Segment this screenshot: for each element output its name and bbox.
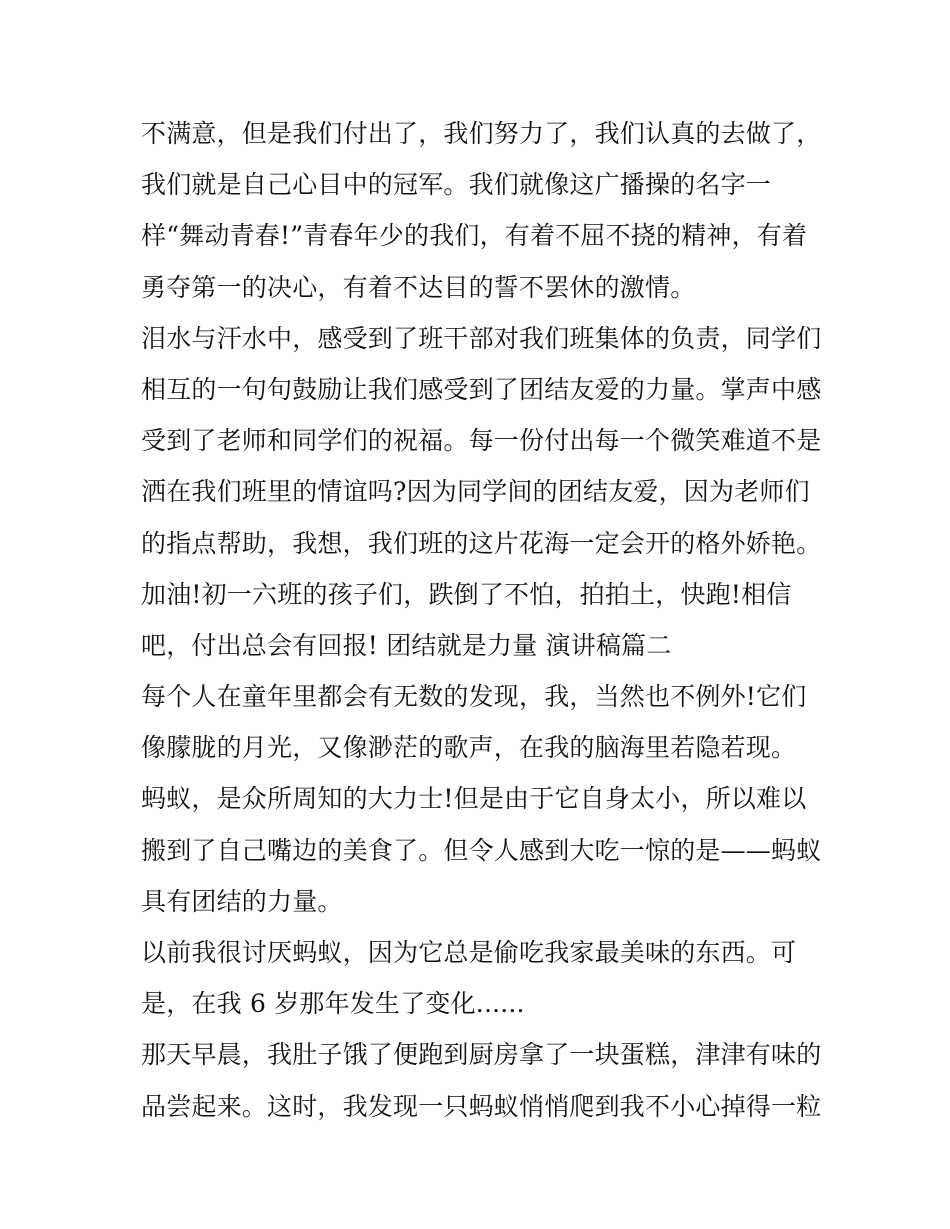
text-line: 品尝起来。这时，我发现一只蚂蚁悄悄爬到我不小心掉得一粒 bbox=[141, 1091, 822, 1121]
text-line: 那天早晨，我肚子饿了便跑到厨房拿了一块蛋糕，津津有味的 bbox=[141, 1040, 822, 1070]
text-line: 每个人在童年里都会有无数的发现，我，当然也不例外!它们 bbox=[141, 682, 807, 712]
text-line: 不满意，但是我们付出了，我们努力了，我们认真的去做了， bbox=[141, 119, 822, 148]
text-line: 加油!初一六班的孩子们，跌倒了不怕，拍拍土，快跑!相信 bbox=[141, 579, 792, 609]
text-line: 具有团结的力量。 bbox=[141, 886, 343, 916]
document-body bbox=[141, 108, 821, 1132]
text-line: 相互的一句句鼓励让我们感受到了团结友爱的力量。掌声中感 bbox=[141, 374, 822, 404]
text-line: 像朦胧的月光，又像渺茫的歌声，在我的脑海里若隐若现。 bbox=[141, 733, 797, 763]
text-line: 我们就是自己心目中的冠军。我们就像这广播操的名字一 bbox=[141, 170, 772, 200]
text-line: 勇夺第一的决心，有着不达目的誓不罢休的激情。 bbox=[141, 272, 696, 302]
text-line: 蚂蚁，是众所周知的大力士!但是由于它自身太小，所以难以 bbox=[141, 784, 807, 814]
text-line: 以前我很讨厌蚂蚁，因为它总是偷吃我家最美味的东西。可 bbox=[141, 938, 797, 967]
text-line: 吧，付出总会有回报! 团结就是力量 演讲稿篇二 bbox=[141, 630, 672, 660]
text-line: 洒在我们班里的情谊吗?因为同学间的团结友爱，因为老师们 bbox=[141, 477, 810, 507]
text-line: 是，在我 6 岁那年发生了变化...... bbox=[141, 989, 525, 1019]
text-line: 泪水与汗水中，感受到了班干部对我们班集体的负责，同学们 bbox=[141, 323, 822, 353]
text-line: 的指点帮助，我想，我们班的这片花海一定会开的格外娇艳。 bbox=[141, 528, 822, 558]
text-line: 搬到了自己嘴边的美食了。但令人感到大吃一惊的是——蚂蚁 bbox=[141, 835, 822, 865]
text-line: 受到了老师和同学们的祝福。每一份付出每一个微笑难道不是 bbox=[141, 426, 822, 456]
text-line: 样“舞动青春!”青春年少的我们，有着不屈不挠的精神，有着 bbox=[141, 221, 808, 251]
